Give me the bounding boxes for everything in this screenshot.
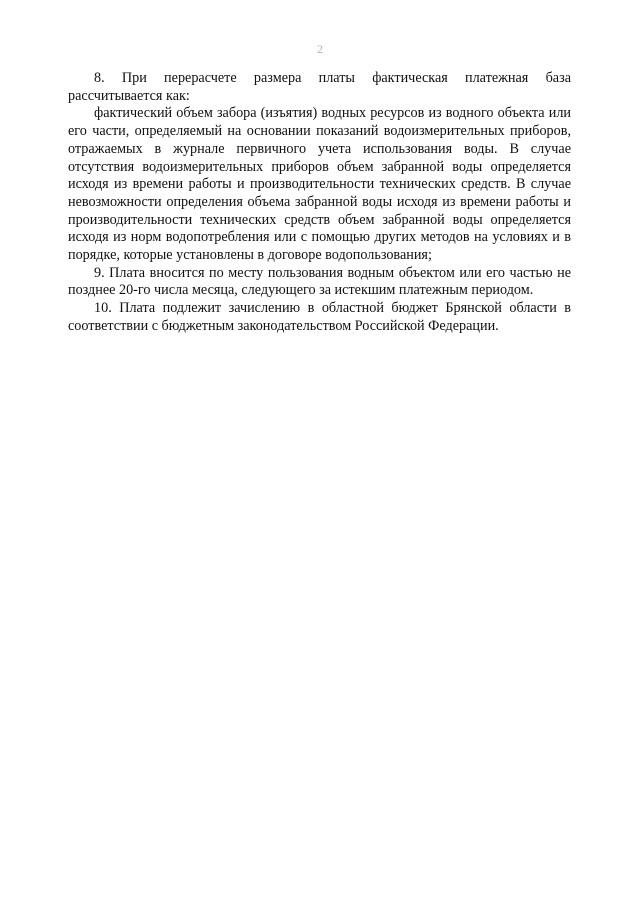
- page-number: 2: [317, 42, 323, 56]
- paragraph-8: 8. При перерасчете размера платы фактическая платежная база рассчитывается как:: [68, 70, 571, 104]
- paragraph-10: 10. Плата подлежит зачислению в областной бюджет Брянской области в соответствии с бюджетным законодательством Российской Федерации.: [68, 300, 571, 334]
- document-body: [68, 70, 571, 336]
- paragraph-8-definition: фактический объем забора (изъятия) водных ресурсов из водного объекта или его части, определяемый на основании показаний водоизмерительных приборов, отражаемых в журнале первичного учета использования воды. В случае отсутствия водоизмерительных приборов объем забранной воды определяется исходя из времени работы и производительности технических средств. В случае невозможности определения объема забранной воды исходя из времени работы и производительности технических средств объем забранной воды определяется исходя из норм водопотребления или с помощью других методов на условиях и в порядке, которые установлены в договоре водопользования;: [68, 105, 571, 264]
- paragraph-9: 9. Плата вносится по месту пользования водным объектом или его частью не позднее 20-го числа месяца, следующего за истекшим платежным периодом.: [68, 264, 571, 299]
